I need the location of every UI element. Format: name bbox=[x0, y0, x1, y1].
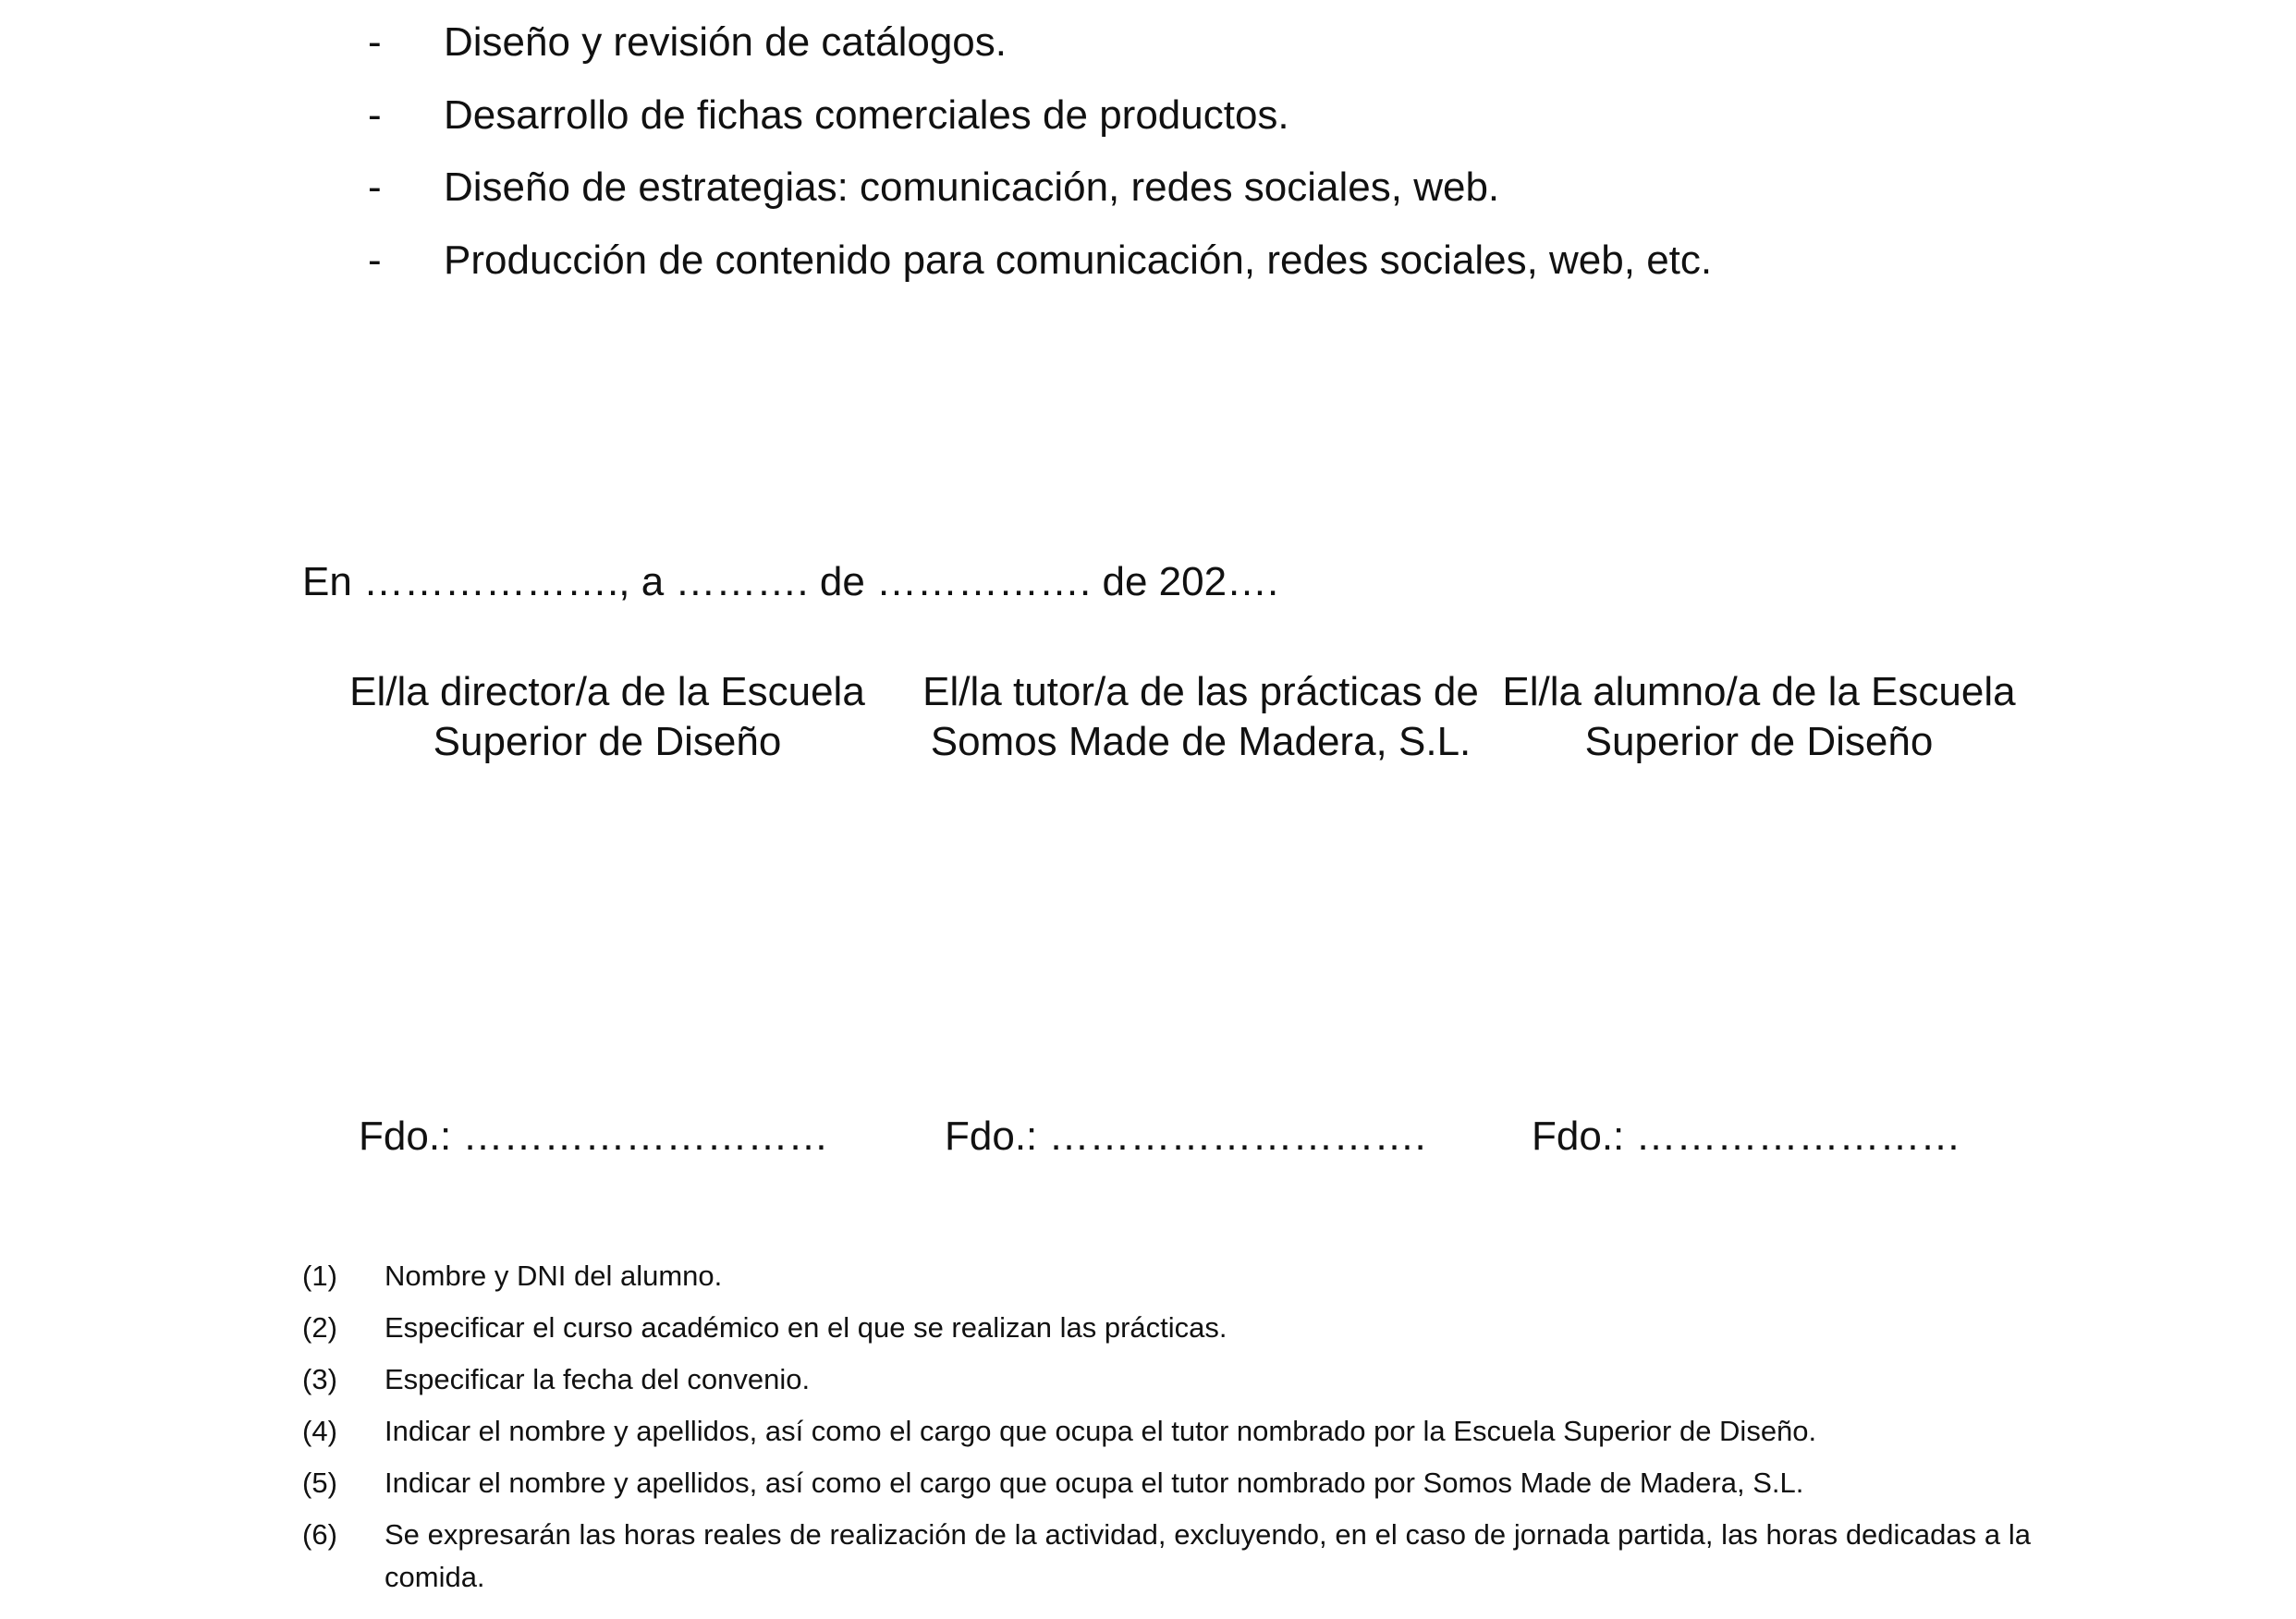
signature-line-student: Fdo.: …………………… bbox=[1532, 1114, 1961, 1159]
footnote-number: (4) bbox=[302, 1415, 337, 1447]
task-dash: - bbox=[368, 19, 382, 65]
signature-line-director: Fdo.: ……………………… bbox=[359, 1114, 829, 1159]
signatory-title-company-tutor: El/la tutor/a de las prácticas de Somos Made de Madera, S.L. bbox=[922, 669, 1479, 764]
footnote-number: (3) bbox=[302, 1363, 337, 1395]
task-text: Producción de contenido para comunicación, redes sociales, web, etc. bbox=[444, 237, 1713, 283]
footnote-text: Indicar el nombre y apellidos, así como el cargo que ocupa el tutor nombrado por la Escuela Superior de Diseño. bbox=[385, 1415, 1817, 1447]
signatory-title-student: El/la alumno/a de la Escuela Superior de Diseño bbox=[1502, 669, 2016, 764]
footnote bbox=[302, 1255, 2031, 1297]
signature-line-company-tutor: Fdo.: ………………………. bbox=[945, 1114, 1426, 1159]
footnotes bbox=[302, 1255, 2031, 1608]
task-dash: - bbox=[368, 164, 382, 210]
place-date-line: En ………………., a ………. de ……………. de 202…. bbox=[302, 559, 1279, 604]
task-text: Diseño y revisión de catálogos. bbox=[444, 19, 1007, 65]
signatory-title-director: El/la director/a de la Escuela Superior de Diseño bbox=[349, 669, 865, 764]
task-dash: - bbox=[368, 237, 382, 283]
footnote bbox=[302, 1358, 2031, 1401]
footnote-text: Especificar la fecha del convenio. bbox=[385, 1363, 811, 1395]
footnote-text: Se expresarán las horas reales de realización de la actividad, excluyendo, en el caso de jornada partida, las horas dedicadas a la comida. bbox=[385, 1518, 2031, 1593]
footnote-number: (1) bbox=[302, 1260, 337, 1292]
footnote bbox=[302, 1462, 2031, 1504]
footnote bbox=[302, 1410, 2031, 1453]
task-text: Desarrollo de fichas comerciales de productos. bbox=[444, 91, 1289, 138]
footnote-text: Indicar el nombre y apellidos, así como el cargo que ocupa el tutor nombrado por Somos Made de Madera, S.L. bbox=[385, 1467, 1804, 1499]
task-text: Diseño de estrategias: comunicación, redes sociales, web. bbox=[444, 164, 1500, 210]
task-dash: - bbox=[368, 91, 382, 138]
footnote bbox=[302, 1514, 2031, 1599]
footnote bbox=[302, 1307, 2031, 1349]
footnote-text: Especificar el curso académico en el que se realizan las prácticas. bbox=[385, 1311, 1227, 1344]
footnote-number: (6) bbox=[302, 1518, 337, 1551]
footnote-number: (5) bbox=[302, 1467, 337, 1499]
footnote-number: (2) bbox=[302, 1311, 337, 1344]
footnote-text: Nombre y DNI del alumno. bbox=[385, 1260, 723, 1292]
